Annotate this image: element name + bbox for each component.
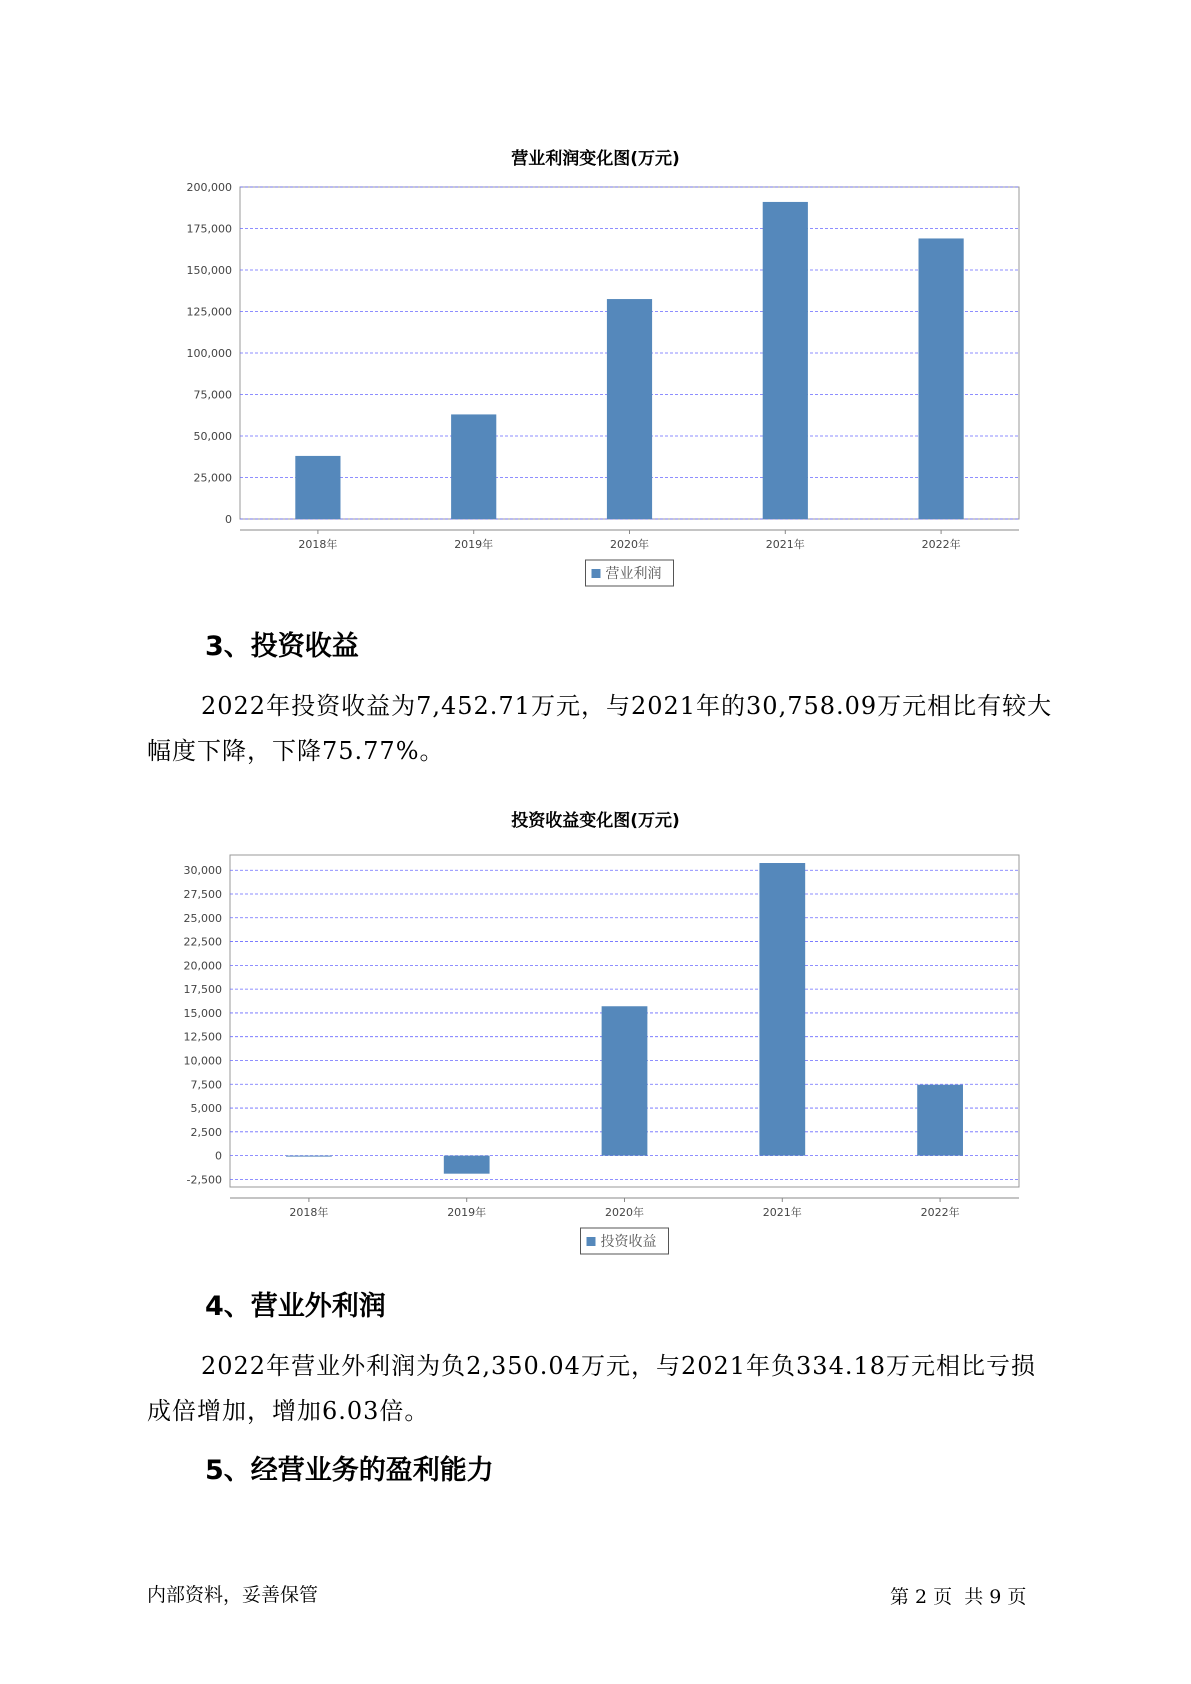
y-tick-label: 0 [215,1149,222,1163]
y-tick-label: 25,000 [193,471,232,485]
y-tick-label: 75,000 [193,388,232,402]
legend-label: 投资收益 [600,1234,657,1250]
chart-title-investment-income: 投资收益变化图(万元) [511,811,680,831]
operating-profit-chart [0,180,1191,600]
legend-label: 营业利润 [605,566,662,582]
y-tick-label: 10,000 [183,1054,222,1068]
paragraph-investment-income: 2022年投资收益为7,452.71万元，与2021年的30,758.09万元相比有较大幅度下降，下降75.77%。 [147,692,1053,765]
footer-page-number: 第 2 页 共 9 页 [890,1586,1027,1608]
paragraph-non-operating-profit: 2022年营业外利润为负2,350.04万元，与2021年负334.18万元相比亏损成倍增加，增加6.03倍。 [147,1352,1037,1425]
x-tick-label: 2019年 [447,1206,487,1219]
bar [763,202,808,519]
bar [919,238,964,519]
bar [295,456,340,519]
bar [917,1085,963,1156]
y-tick-label: 22,500 [183,935,222,949]
y-tick-label: 150,000 [186,264,232,277]
chart-title-operating-profit: 营业利润变化图(万元) [511,149,680,169]
x-tick-label: 2018年 [298,538,338,551]
y-tick-label: 17,500 [183,983,222,997]
bar [607,299,652,519]
x-tick-label: 2021年 [765,538,805,551]
section-heading-business-profitability: 5、经营业务的盈利能力 [205,1455,494,1486]
legend-swatch [587,1237,596,1246]
x-tick-label: 2022年 [920,1206,960,1219]
bar [451,414,496,519]
y-tick-label: 20,000 [183,959,222,973]
y-tick-label: -2,500 [186,1173,222,1187]
footer-confidential-note: 内部资料，妥善保管 [147,1584,319,1606]
x-tick-label: 2020年 [605,1206,644,1219]
legend-swatch [592,569,601,578]
y-tick-label: 200,000 [186,181,232,194]
investment-income-chart [0,838,1191,1258]
y-tick-label: 25,000 [183,911,222,925]
x-tick-label: 2019年 [454,538,494,551]
y-tick-label: 0 [225,513,232,526]
bar [602,1006,648,1155]
x-tick-label: 2020年 [610,538,649,551]
y-tick-label: 12,500 [183,1030,222,1044]
y-tick-label: 100,000 [186,347,232,360]
y-tick-label: 2,500 [190,1125,222,1139]
x-tick-label: 2018年 [289,1206,329,1219]
section-heading-non-operating-profit: 4、营业外利润 [205,1291,386,1322]
x-tick-label: 2022年 [921,538,961,551]
y-tick-label: 7,500 [190,1078,222,1092]
x-tick-label: 2021年 [762,1206,802,1219]
y-tick-label: 175,000 [186,222,232,236]
y-tick-label: 30,000 [183,864,222,878]
bar [286,1156,332,1157]
bar [759,863,805,1156]
y-tick-label: 27,500 [183,888,222,902]
y-tick-label: 50,000 [193,430,232,443]
y-tick-label: 15,000 [183,1006,222,1020]
y-tick-label: 5,000 [190,1102,222,1116]
section-heading-investment-income: 3、投资收益 [205,631,359,662]
bar [444,1156,490,1174]
y-tick-label: 125,000 [186,305,232,319]
